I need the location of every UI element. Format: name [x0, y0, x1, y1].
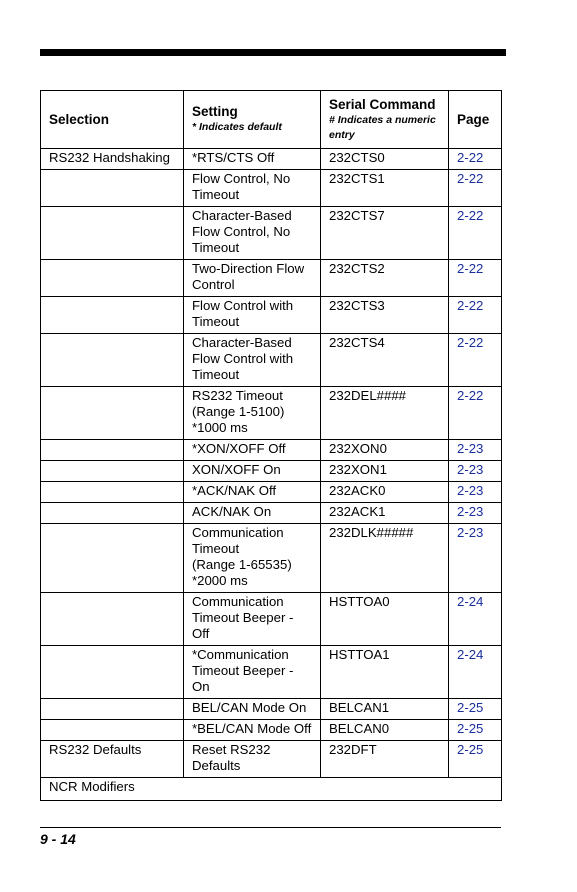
- serial-command-cell: 232ACK0: [321, 482, 449, 503]
- page-link[interactable]: 2-22: [457, 171, 484, 186]
- header-serial-command: Serial Command # Indicates a numeric entry: [321, 91, 449, 149]
- serial-command-cell: 232CTS3: [321, 297, 449, 334]
- setting-cell: Communication Timeout (Range 1-65535) *2000 ms: [184, 524, 321, 593]
- serial-command-cell: HSTTOA1: [321, 646, 449, 699]
- command-table: [40, 90, 502, 801]
- top-rule: [40, 49, 506, 56]
- serial-command-cell: 232XON1: [321, 461, 449, 482]
- page-cell: [449, 149, 502, 170]
- table-row: [41, 461, 502, 482]
- table-header-row: [41, 91, 502, 149]
- selection-cell: RS232 Defaults: [41, 741, 184, 778]
- page-cell: [449, 170, 502, 207]
- serial-command-cell: 232CTS4: [321, 334, 449, 387]
- table-row: [41, 503, 502, 524]
- serial-command-cell: 232CTS7: [321, 207, 449, 260]
- selection-cell: [41, 297, 184, 334]
- page-link[interactable]: 2-24: [457, 594, 484, 609]
- page-link[interactable]: 2-23: [457, 504, 484, 519]
- page-cell: [449, 699, 502, 720]
- table-row: [41, 646, 502, 699]
- footer-rule: [40, 827, 501, 828]
- table-row: [41, 149, 502, 170]
- serial-command-cell: 232CTS0: [321, 149, 449, 170]
- serial-command-cell: 232DFT: [321, 741, 449, 778]
- serial-command-cell: 232XON0: [321, 440, 449, 461]
- page-cell: [449, 741, 502, 778]
- setting-cell: *ACK/NAK Off: [184, 482, 321, 503]
- selection-cell: [41, 170, 184, 207]
- selection-cell: [41, 207, 184, 260]
- page-link[interactable]: 2-23: [457, 483, 484, 498]
- page-link[interactable]: 2-22: [457, 261, 484, 276]
- selection-cell: [41, 387, 184, 440]
- table-row: [41, 699, 502, 720]
- selection-cell: [41, 461, 184, 482]
- selection-cell: [41, 699, 184, 720]
- selection-cell: [41, 440, 184, 461]
- page-link[interactable]: 2-23: [457, 441, 484, 456]
- header-serial-note: # Indicates a numeric entry: [329, 113, 436, 141]
- setting-cell: Flow Control, No Timeout: [184, 170, 321, 207]
- page-link[interactable]: 2-22: [457, 208, 484, 223]
- setting-cell: *BEL/CAN Mode Off: [184, 720, 321, 741]
- header-setting-note: * Indicates default: [192, 121, 282, 133]
- page-link[interactable]: 2-22: [457, 388, 484, 403]
- header-selection: Selection: [41, 91, 184, 149]
- setting-cell: Communication Timeout Beeper - Off: [184, 593, 321, 646]
- serial-command-cell: 232CTS2: [321, 260, 449, 297]
- table-body: [41, 149, 502, 801]
- serial-command-cell: BELCAN1: [321, 699, 449, 720]
- page-link[interactable]: 2-25: [457, 721, 484, 736]
- setting-cell: BEL/CAN Mode On: [184, 699, 321, 720]
- setting-cell: Flow Control with Timeout: [184, 297, 321, 334]
- setting-cell: XON/XOFF On: [184, 461, 321, 482]
- table-row: [41, 170, 502, 207]
- page-link[interactable]: 2-22: [457, 150, 484, 165]
- page-cell: [449, 207, 502, 260]
- setting-cell: *RTS/CTS Off: [184, 149, 321, 170]
- selection-cell: [41, 593, 184, 646]
- setting-cell: RS232 Timeout (Range 1-5100) *1000 ms: [184, 387, 321, 440]
- serial-command-cell: 232ACK1: [321, 503, 449, 524]
- table-row: [41, 741, 502, 778]
- page-cell: [449, 461, 502, 482]
- selection-cell: [41, 524, 184, 593]
- table-row: [41, 440, 502, 461]
- page-cell: [449, 482, 502, 503]
- page-cell: [449, 387, 502, 440]
- page-link[interactable]: 2-22: [457, 335, 484, 350]
- selection-cell: [41, 646, 184, 699]
- setting-cell: Character-Based Flow Control with Timeout: [184, 334, 321, 387]
- selection-cell: [41, 482, 184, 503]
- table-row: [41, 720, 502, 741]
- table-row: [41, 334, 502, 387]
- page-number: 9 - 14: [40, 831, 76, 847]
- setting-cell: *XON/XOFF Off: [184, 440, 321, 461]
- header-setting: Setting * Indicates default: [184, 91, 321, 149]
- page-link[interactable]: 2-22: [457, 298, 484, 313]
- page-cell: [449, 720, 502, 741]
- table-row: [41, 524, 502, 593]
- serial-command-cell: HSTTOA0: [321, 593, 449, 646]
- page-link[interactable]: 2-23: [457, 525, 484, 540]
- page-link[interactable]: 2-25: [457, 742, 484, 757]
- selection-cell: RS232 Handshaking: [41, 149, 184, 170]
- setting-cell: Reset RS232 Defaults: [184, 741, 321, 778]
- section-row-label: NCR Modifiers: [41, 778, 502, 801]
- setting-cell: Character-Based Flow Control, No Timeout: [184, 207, 321, 260]
- serial-command-cell: 232CTS1: [321, 170, 449, 207]
- selection-cell: [41, 720, 184, 741]
- page-link[interactable]: 2-23: [457, 462, 484, 477]
- table-row: [41, 593, 502, 646]
- table-row: [41, 207, 502, 260]
- table-row: [41, 482, 502, 503]
- setting-cell: Two-Direction Flow Control: [184, 260, 321, 297]
- table-row: [41, 297, 502, 334]
- page-link[interactable]: 2-24: [457, 647, 484, 662]
- header-page: Page: [449, 91, 502, 149]
- page-cell: [449, 524, 502, 593]
- setting-cell: ACK/NAK On: [184, 503, 321, 524]
- serial-command-cell: BELCAN0: [321, 720, 449, 741]
- page-cell: [449, 334, 502, 387]
- section-row: [41, 778, 502, 801]
- selection-cell: [41, 334, 184, 387]
- setting-cell: *Communication Timeout Beeper - On: [184, 646, 321, 699]
- selection-cell: [41, 260, 184, 297]
- table-row: [41, 387, 502, 440]
- page-cell: [449, 297, 502, 334]
- serial-command-cell: 232DEL####: [321, 387, 449, 440]
- page-cell: [449, 593, 502, 646]
- page-cell: [449, 503, 502, 524]
- page-link[interactable]: 2-25: [457, 700, 484, 715]
- page-cell: [449, 260, 502, 297]
- page-cell: [449, 646, 502, 699]
- page-cell: [449, 440, 502, 461]
- table-row: [41, 260, 502, 297]
- selection-cell: [41, 503, 184, 524]
- serial-command-cell: 232DLK#####: [321, 524, 449, 593]
